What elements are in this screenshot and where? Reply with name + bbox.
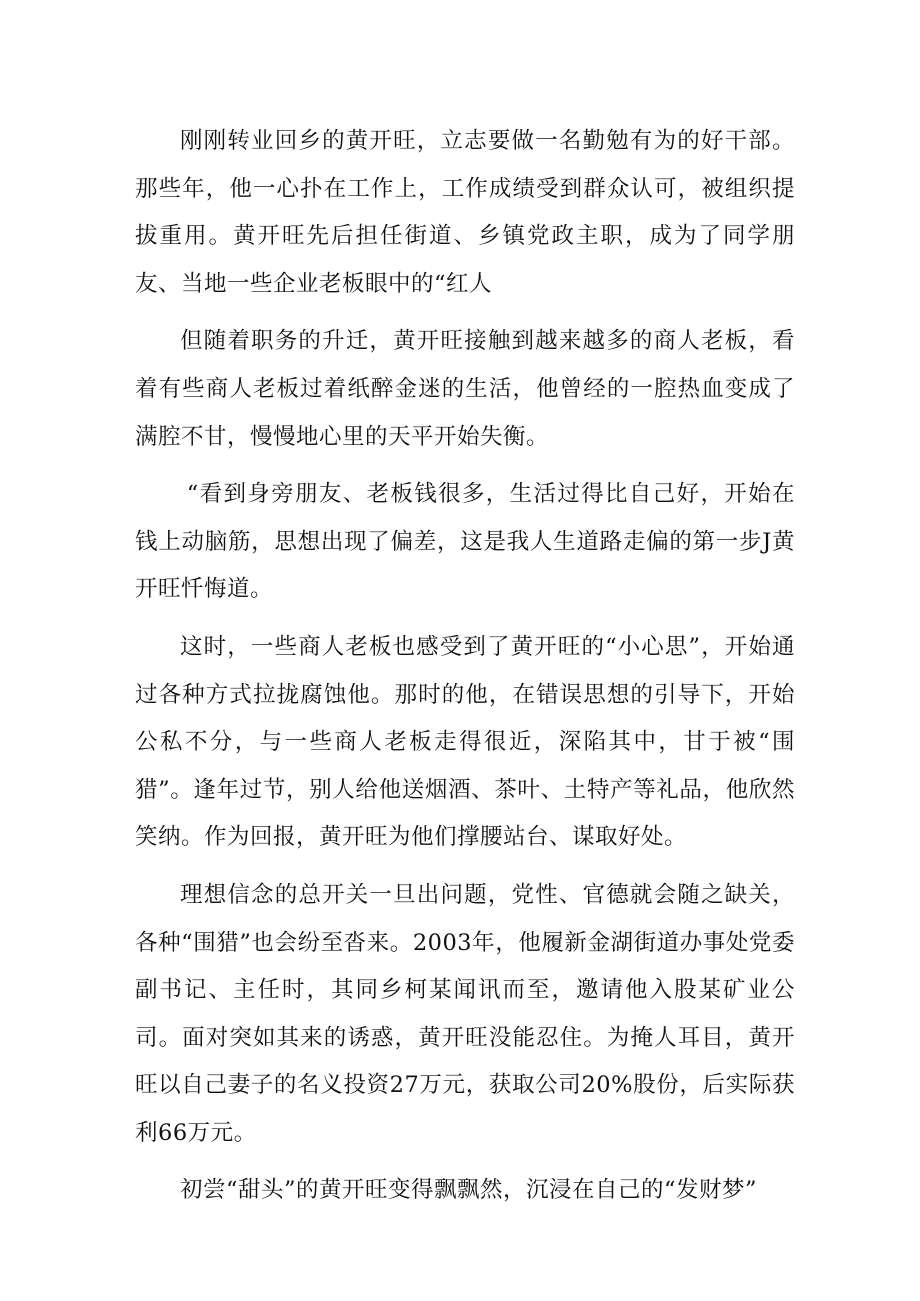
document-body — [135, 118, 795, 1225]
paragraph-3: “看到身旁朋友、老板钱很多，生活过得比自己好，开始在钱上动脑筋，思想出现了偏差，这是我人生道路走偏的第一步J黄开旺忏悔道。 — [135, 481, 795, 603]
paragraph-1: 刚刚转业回乡的黄开旺，立志要做一名勤勉有为的好干部。那些年，他一心扑在工作上，工作成绩受到群众认可，被组织提拔重用。黄开旺先后担任街道、乡镇党政主职，成为了同学朋友、当地一些企业老板眼中的“红人 — [135, 128, 795, 297]
paragraph-5: 理想信念的总开关一旦出问题，党性、官德就会随之缺关，各种“围猎”也会纷至沓来。2003年，他履新金湖街道办事处党委副书记、主任时，其同乡柯某闻讯而至，邀请他入股某矿业公司。面对突如其来的诱惑，黄开旺没能忍住。为掩人耳目，黄开旺以自己妻子的名义投资27万元，获取公司20%股份，后实际获利66万元。 — [135, 881, 795, 1146]
paragraph-6: 初尝“甜头”的黄开旺变得飘飘然，沉浸在自己的“发财梦” — [180, 1177, 758, 1204]
paragraph-4: 这时，一些商人老板也感受到了黄开旺的“小心思”，开始通过各种方式拉拢腐蚀他。那时的他，在错误思想的引导下，开始公私不分，与一些商人老板走得很近，深陷其中，甘于被“围猎”。逢年过节，别人给他送烟酒、茶叶、土特产等礼品，他欣然笑纳。作为回报，黄开旺为他们撑腰站台、谋取好处。 — [135, 633, 795, 851]
paragraph-2: 但随着职务的升迁，黄开旺接触到越来越多的商人老板，看着有些商人老板过着纸醉金迷的生活，他曾经的一腔热血变成了满腔不甘，慢慢地心里的天平开始失衡。 — [135, 328, 795, 450]
